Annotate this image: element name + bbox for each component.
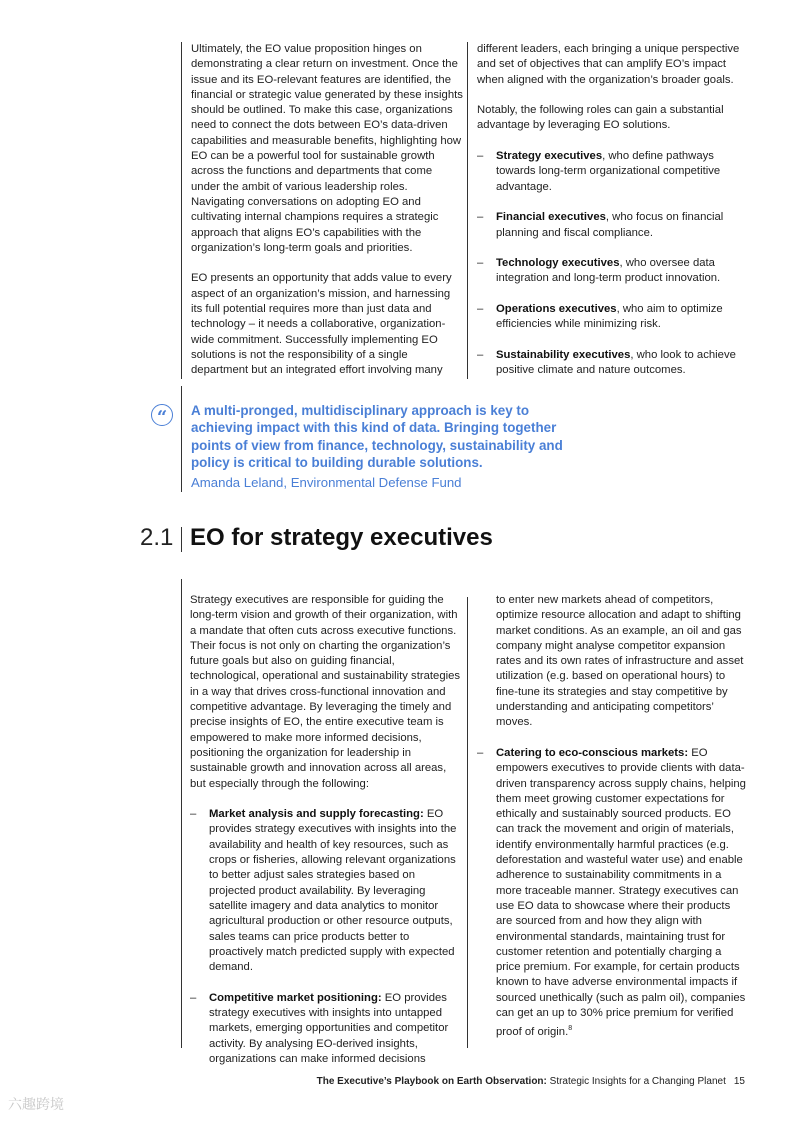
- column-rule: [467, 597, 468, 1048]
- role-item: [477, 302, 752, 333]
- quote-rule: [181, 386, 182, 492]
- role-title: Operations executives: [496, 303, 617, 316]
- role-text: , who aim to optimize efficiencies while minimizing risk.: [496, 303, 723, 331]
- bullet-dash: –: [477, 257, 484, 270]
- bullet-text: EO provides strategy executives with insights into untapped markets, emerging opportunities and competitor activity. By analysing EO-derived insights, organizations can make informed decisions: [209, 991, 449, 1065]
- bullet-dash: –: [477, 303, 484, 316]
- paragraph: Ultimately, the EO value proposition hinges on demonstrating a clear return on investment. Once the issue and its EO-relevant features are identified, the financial or strategic value generated by these insights should be outlined. To make this case, organizations need to connect the dots between EO’s data-driven capabilities and measurable benefits, highlighting how EO can be a powerful tool for sustainable growth across the functions and departments that come under the ambit of various leadership roles. Navigating conversations on adopting EO and cultivating internal champions requires a strategic approach that aligns EO’s capabilities with the organization’s long-term goals and priorities.: [191, 43, 463, 254]
- paragraph: different leaders, each bringing a unique perspective and set of objectives that can amplify EO’s impact when aligned with the organization’s broader goals.: [477, 43, 740, 86]
- role-item: [477, 348, 752, 379]
- role-text: , who focus on financial planning and fiscal compliance.: [496, 211, 724, 239]
- role-text: , who oversee data integration and long-term product innovation.: [496, 257, 721, 285]
- role-title: Strategy executives: [496, 150, 603, 163]
- section-bullet: [477, 746, 749, 1040]
- section-left-column: [190, 593, 464, 1067]
- role-title: Technology executives: [496, 257, 620, 270]
- top-left-column: [191, 42, 463, 379]
- bullet-title: Catering to eco-conscious markets:: [496, 746, 689, 759]
- watermark: 六趣跨境: [8, 1097, 64, 1113]
- bullet-title: Competitive market positioning:: [209, 991, 382, 1004]
- role-item: [477, 256, 752, 287]
- role-text: , who define pathways towards long-term organizational competitive advantage.: [496, 150, 721, 193]
- pull-quote: A multi-pronged, multidisciplinary approach is key to achieving impact with this kind of data. Bringing together points of view from finance, technology, sustainability and policy is critical to building durable solutions.: [191, 403, 563, 471]
- section-rule: [181, 527, 182, 552]
- quote-attribution: Amanda Leland, Environmental Defense Fund: [191, 475, 462, 490]
- bullet-dash: –: [190, 991, 197, 1004]
- bullet-dash: –: [477, 348, 484, 361]
- section-bullet: [190, 807, 464, 975]
- paragraph: Notably, the following roles can gain a substantial advantage by leveraging EO solutions.: [477, 104, 724, 132]
- bullet-text: EO empowers executives to provide clients with data-driven transparency across supply chains, helping them meet growing customer expectations for ethically and sustainably sourced products. EO can track the movement and origin of materials, identify environmentally harmful practices (e.g. deforestation and wasteful water use) and enable adherence to sustainability commitments in a more traceable manner. Strategy executives can use EO data to showcase where their products are sourced from and how they align with environmental standards, maintaining trust for customer retention and potentially charging a price premium. For example, for certain products known to have adverse environmental impacts if sourced unethically (such as palm oil), companies can get an up to 30% price premium for verified proof of origin.: [496, 746, 746, 1039]
- footer-title-bold: The Executive’s Playbook on Earth Observation:: [316, 1076, 547, 1087]
- section-title: EO for strategy executives: [190, 524, 493, 551]
- role-item: [477, 149, 752, 195]
- page-footer: [317, 1075, 745, 1088]
- bullet-title: Market analysis and supply forecasting:: [209, 808, 424, 821]
- bullet-dash: –: [477, 746, 484, 759]
- paragraph: to enter new markets ahead of competitors, optimize resource allocation and adapt to shifting market conditions. As an example, an oil and gas company might analyse competitor expansion rates and its own rates of infrastructure and asset utilization (e.g. based on operational hours) to fine-tune its strategies and stay competitive by understanding and anticipating competitors’ moves.: [496, 594, 744, 729]
- quote-icon: “: [151, 404, 173, 426]
- section-bullet: [190, 991, 464, 1067]
- section-intro: Strategy executives are responsible for guiding the long-term vision and growth of their organization, with a mandate that often cuts across executive functions. Their focus is not only on charting the organization’s future goals but also on guiding financial, technological, operational and sustainability strategies in a way that drives cross-functional innovation and competitive advantage. By leveraging the timely and precise insights of EO, the entire executive team is empowered to make more informed decisions, positioning the organization for leadership in sustainable growth and innovation across all areas, but especially through the following:: [190, 594, 461, 790]
- column-rule: [467, 42, 468, 379]
- bullet-dash: –: [190, 808, 197, 821]
- paragraph: EO presents an opportunity that adds value to every aspect of an organization’s mission, and harnessing its full potential requires more than just data and technology – it needs a collaborative, organization-wide commitment. Successfully implementing EO solutions is not the responsibility of a single department but an integrated effort involving many: [191, 272, 452, 377]
- page-number: 15: [733, 1076, 745, 1087]
- role-title: Financial executives: [496, 211, 606, 224]
- section-right-column: [477, 593, 749, 1040]
- role-text: , who look to achieve positive climate and nature outcomes.: [496, 348, 736, 377]
- bullet-dash: –: [477, 150, 484, 163]
- role-item: [477, 210, 752, 241]
- footnote-marker: 8: [568, 1025, 573, 1033]
- footer-title-rest: Strategic Insights for a Changing Planet: [546, 1076, 726, 1087]
- role-title: Sustainability executives: [496, 348, 631, 361]
- section-number: 2.1: [140, 524, 174, 551]
- top-right-column: [477, 42, 752, 379]
- column-rule: [181, 42, 182, 379]
- bullet-dash: –: [477, 211, 484, 224]
- bullet-text: EO provides strategy executives with insights into the availability and health of key resources, such as crops or fisheries, allowing relevant organizations to better adjust sales strategies based on projected product availability. By leveraging satellite imagery and data analytics to monitor agricultural production or other resource outputs, sales teams can price products better to proactively match predicted supply with expected demand.: [209, 808, 457, 974]
- column-rule: [181, 579, 182, 1048]
